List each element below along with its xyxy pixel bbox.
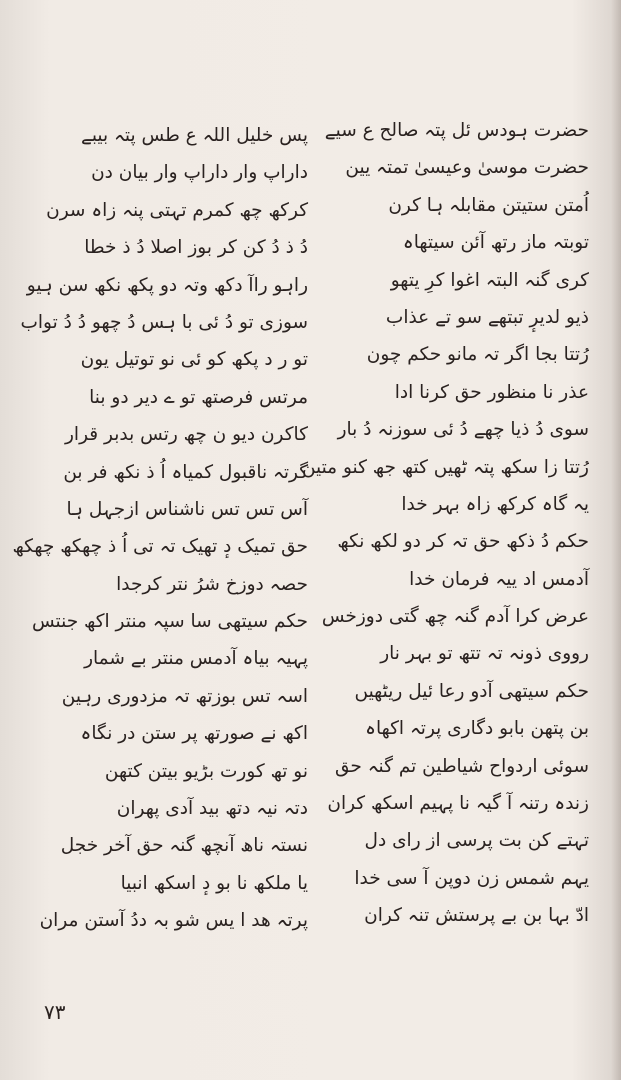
verse-line: آدمس اد ییہ فرمان خدا <box>409 568 589 590</box>
verse-line: حکم سیتھی سا سپہ منتر اکھ جنتس <box>31 611 308 633</box>
verse-line: سوی دُ ذیا چھے دُ ئی سوزنہ دُ بار <box>337 419 589 441</box>
verse-line: دتہ نیہ دتھ بید آدی پھران <box>116 798 308 820</box>
verse-line: اسہ تس بوزتھ تہ مزدوری رہین <box>61 685 308 707</box>
right-text-column <box>301 112 589 935</box>
verse-line: ادّ بہا بن بے پرستش تنہ کران <box>364 905 589 927</box>
verse-line: ذیو لدیرٕ تبتھے سو تے عذاب <box>385 306 589 328</box>
verse-line: زندہ رتنہ آ گیہ نا پہیم اسکھ کران <box>327 793 589 815</box>
verse-line: حضرت موسیٰ وعیسیٰ تمتہ یین <box>345 157 589 179</box>
verse-line: حکم سیتھی آدو رعا ئیل ریٹھیں <box>354 680 589 702</box>
verse-line: حضرت ہودس ئل پتہ صالح ع سیے <box>324 120 589 141</box>
page-number: ۷۳ <box>44 1000 66 1024</box>
verse-line: کری گنہ البتہ اغوا کرِ یتھو <box>390 269 589 291</box>
verse-line: یہم شمس زن دوپن آ سی خدا <box>354 867 589 889</box>
verse-line: کاکرن دیو ن چھ رتس بدبر قرار <box>65 424 308 446</box>
verse-line: کرکھ چھ کمرم تہتی پنہ زاہ سرن <box>46 199 308 221</box>
left-text-column <box>12 117 308 940</box>
verse-line: نستہ ناھ آنچھ گنہ حق آخر خجل <box>60 835 308 857</box>
verse-line: مرتس فرصتھ تو ے دیر دو بنا <box>89 386 308 408</box>
verse-line: تو ر د پکھ کو ئی نو توتیل یون <box>80 349 308 371</box>
verse-line: راہو راآ دکھ وتہ دو پکھ نکھ سن ہیو <box>26 274 308 296</box>
verse-line: پہیہ بیاہ آدمس منتر بے شمار <box>84 648 308 670</box>
verse-line: پس خلیل اللہ ع طس پتہ بیبے <box>81 125 308 146</box>
verse-line: رُتتا بجا اگر تہ مانو حکم چون <box>366 344 589 366</box>
verse-line: توبتہ ماز رتھ آئن سیتھاہ <box>402 232 589 254</box>
verse-line: بن پتھن بابو دگاری پرتہ اکھاہ <box>365 718 589 740</box>
verse-line: دُ ذ دُ کن کر بوز اصلا دُ ذ خطا <box>84 237 308 259</box>
verse-line: حصہ دوزخ شرُ نتر کرجدا <box>116 573 308 595</box>
verse-line: حق تمیک دٕ تھیک تہ تی اُ ذ چھکھ چھکھ <box>12 536 308 558</box>
verse-line: یہ گاہ کرکھ زاہ بہر خدا <box>401 493 589 515</box>
verse-line: پرتہ ھد ا یس شو بہ ددُ آستن مران <box>39 910 308 932</box>
verse-line: عرض کرا آدم گنہ چھ گتی دوزخس <box>321 606 589 628</box>
verse-line: عذر نا منظور حق کرنا ادا <box>394 381 589 403</box>
verse-line: حکم دُ ذکھ حق تہ کر دو لکھ نکھ <box>337 531 589 553</box>
verse-line: آس تس تس ناشناس ازجہل ہا <box>66 498 308 520</box>
verse-line: یا ملکھ نا بو دٕ اسکھ انبیا <box>120 872 308 894</box>
verse-line: گرتہ ناقبول کمیاہ اُ ذ نکھ فر بن <box>63 461 308 483</box>
verse-line: سوئی اردواح شیاطین تم گنہ حق <box>334 755 589 777</box>
verse-line: سوزی تو دُ ئی با ہس دُ چھو دُ دُ تواب <box>20 311 308 333</box>
verse-line: اکھ نے صورتھ پر ستن در نگاہ <box>80 723 308 745</box>
verse-line: اُمتن ستیتن مقابلہ ہا کرن <box>388 194 589 216</box>
verse-line: رووی ذونہ تہ تتھ تو بہر نار <box>380 643 589 665</box>
verse-line: تہتے کن بت پرسی از رای دل <box>364 830 589 852</box>
verse-line: داراپ وار داراپ وار بیان دن <box>91 162 308 184</box>
verse-line: نو تھ کورت بڑیو بیتن کتھن <box>104 760 308 782</box>
verse-line: رُتتا زا سکھ پتہ ٹھیں کتھ جھ کنو متین <box>301 456 589 478</box>
